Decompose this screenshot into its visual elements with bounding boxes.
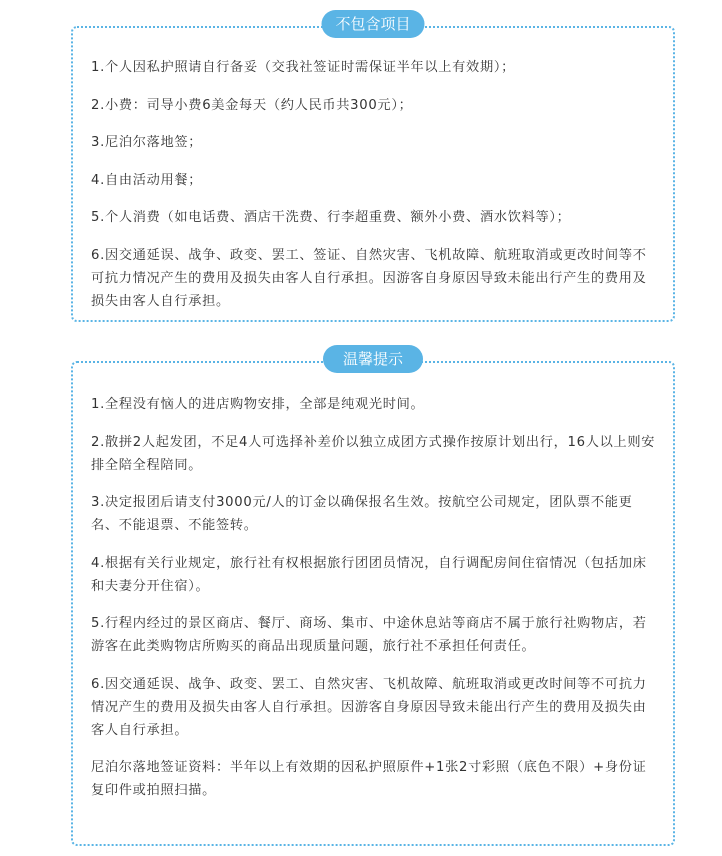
tips-section: [71, 350, 675, 846]
tip-item: 4.根据有关行业规定，旅行社有权根据旅行团团员情况，自行调配房间住宿情况（包括加床和夫妻分开住宿）。: [91, 555, 647, 594]
excluded-items-title: 不包含项目: [322, 10, 425, 38]
tip-item: 2.散拼2人起发团，不足4人可选择补差价以独立成团方式操作按原计划出行，16人以上则安排全陪全程陪同。: [91, 434, 656, 473]
tip-item: 6.因交通延误、战争、政变、罢工、自然灾害、飞机故障、航班取消或更改时间等不可抗力情况产生的费用及损失由客人自行承担。因游客自身原因导致未能出行产生的费用及损失由客人自行承担。: [91, 676, 647, 738]
excluded-items-section: [71, 15, 675, 322]
excluded-items-list: [91, 56, 659, 327]
tips-title: 温馨提示: [323, 345, 423, 373]
tip-item: 5.行程内经过的景区商店、餐厅、商场、集市、中途休息站等商店不属于旅行社购物店，若游客在此类购物店所购买的商品出现质量问题，旅行社不承担任何责任。: [91, 616, 647, 654]
excluded-item: 3.尼泊尔落地签；: [91, 135, 203, 150]
tip-item: 3.决定报团后请支付3000元/人的订金以确保报名生效。按航空公司规定，团队票不能更名、不能退票、不能签转。: [91, 495, 633, 533]
tip-item: 1.全程没有恼人的进店购物安排，全部是纯观光时间。: [91, 397, 425, 412]
tips-list: [91, 393, 659, 817]
excluded-item: 2.小费：司导小费6美金每天（约人民币共300元）；: [91, 97, 413, 113]
excluded-item: 4.自由活动用餐；: [91, 172, 203, 188]
excluded-item: 1.个人因私护照请自行备妥（交我社签证时需保证半年以上有效期）；: [91, 60, 516, 75]
tip-item: 尼泊尔落地签证资料：半年以上有效期的因私护照原件+1张2寸彩照（底色不限）+身份证复印件或拍照扫描。: [91, 760, 647, 798]
excluded-item: 6.因交通延误、战争、政变、罢工、签证、自然灾害、飞机故障、航班取消或更改时间等不可抗力情况产生的费用及损失由客人自行承担。因游客自身原因导致未能出行产生的费用及损失由客人自行承担。: [91, 247, 647, 309]
excluded-item: 5.个人消费（如电话费、酒店干洗费、行李超重费、额外小费、酒水饮料等）；: [91, 210, 571, 225]
